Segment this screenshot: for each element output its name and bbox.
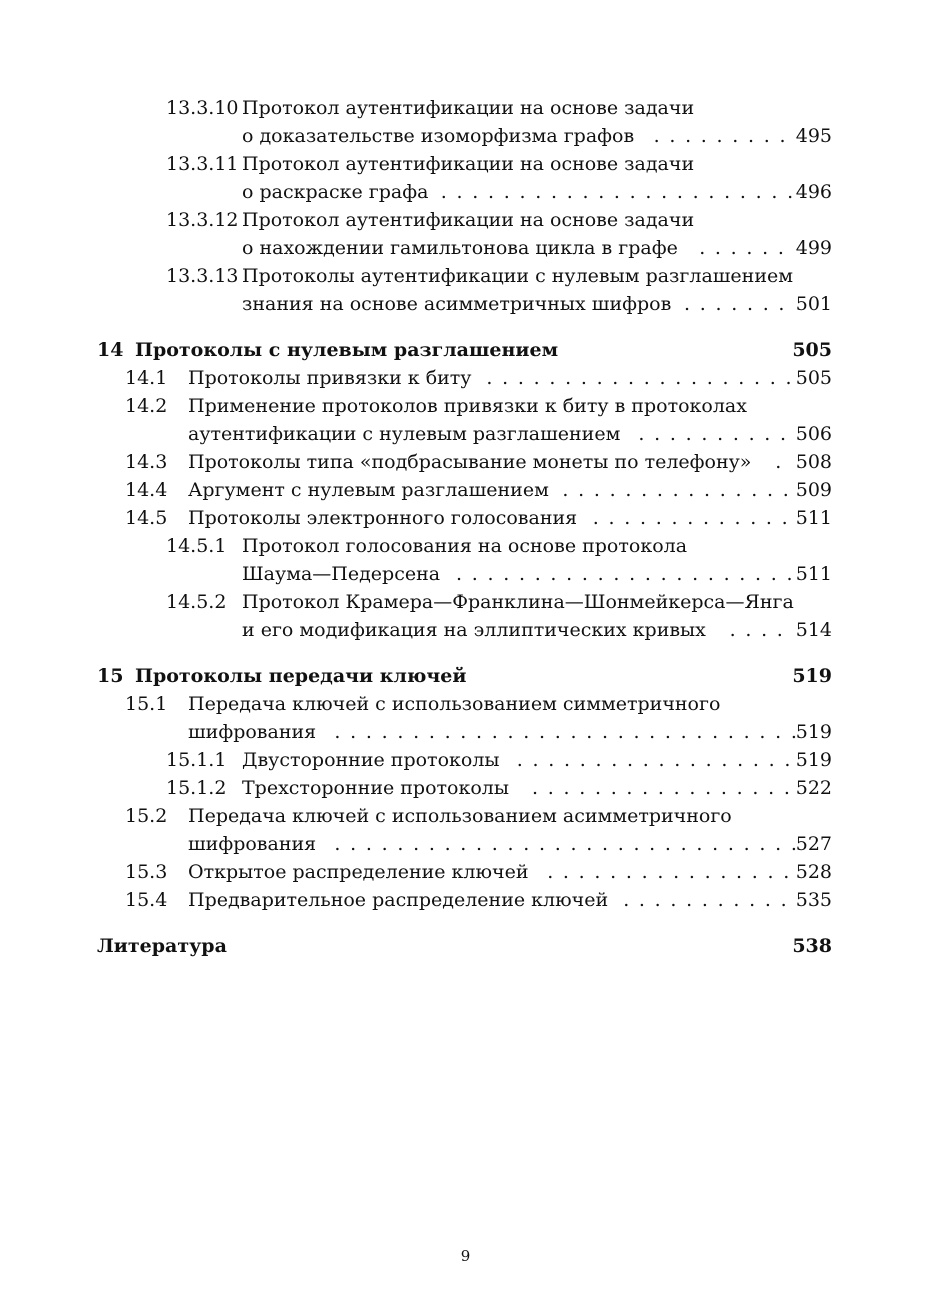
entry-number: 15.2 xyxy=(125,805,168,827)
dot-leader: ................. xyxy=(532,777,800,799)
page-ref: 505 xyxy=(792,339,832,361)
toc-entry-line xyxy=(0,588,832,616)
toc-entry-line xyxy=(0,262,832,290)
toc-entry-line xyxy=(0,448,832,476)
dot-leader: ................ xyxy=(547,861,800,883)
toc-entry-line xyxy=(0,690,832,718)
entry-title: Двусторонние протоколы xyxy=(242,749,500,771)
dot-leader: .................... xyxy=(486,367,802,389)
entry-title: о доказательстве изоморфизма графов xyxy=(242,125,635,147)
dot-leader: .................. xyxy=(516,749,801,771)
dot-leader: .............................. xyxy=(334,721,807,743)
entry-number: 13.3.11 xyxy=(166,153,239,175)
entry-number: 14.3 xyxy=(125,451,168,473)
dot-leader: .... xyxy=(729,619,793,641)
page-ref: 522 xyxy=(795,777,832,799)
entry-title: Шаума—Педерсена xyxy=(242,563,441,585)
page-ref: 501 xyxy=(795,293,832,315)
entry-number: 15.4 xyxy=(125,889,168,911)
entry-number: 14.5.1 xyxy=(166,535,227,557)
dot-leader: .............................. xyxy=(334,833,807,855)
toc-entry-line xyxy=(0,830,832,858)
entry-title: шифрования xyxy=(188,721,317,743)
dot-leader: ...................... xyxy=(456,563,803,585)
entry-title: Применение протоколов привязки к биту в протоколах xyxy=(188,395,747,417)
entry-title: Протоколы передачи ключей xyxy=(135,665,467,687)
page-number: 9 xyxy=(460,1247,471,1265)
toc-entry-line xyxy=(0,234,832,262)
toc-entry-line xyxy=(0,122,832,150)
entry-title: Протокол Крамера—Франклина—Шонмейкерса—Янга xyxy=(242,591,794,613)
entry-number: 13.3.13 xyxy=(166,265,239,287)
entry-title: Протокол аутентификации на основе задачи xyxy=(242,97,695,119)
dot-leader: ............... xyxy=(562,479,799,501)
entry-number: 14.2 xyxy=(125,395,168,417)
entry-title: Протоколы электронного голосования xyxy=(188,507,578,529)
dot-leader: ............. xyxy=(592,507,798,529)
entry-number: 15.3 xyxy=(125,861,168,883)
toc-entry-line xyxy=(0,560,832,588)
entry-number: 14.1 xyxy=(125,367,168,389)
toc-entry-line xyxy=(0,532,832,560)
toc-chapter-line xyxy=(0,336,832,364)
entry-title: и его модификация на эллиптических кривых xyxy=(242,619,706,641)
entry-title: Передача ключей с использованием симметричного xyxy=(188,693,721,715)
page-ref: 511 xyxy=(795,563,832,585)
toc-entry-line xyxy=(0,616,832,644)
page-ref: 535 xyxy=(795,889,832,911)
page-ref: 514 xyxy=(795,619,832,641)
entry-title: Протоколы аутентификации с нулевым разглашением xyxy=(242,265,794,287)
toc-chapter-line xyxy=(0,662,832,690)
entry-title: знания на основе асимметричных шифров xyxy=(242,293,672,315)
page-ref: 538 xyxy=(792,935,832,957)
entry-number: 14.5.2 xyxy=(166,591,227,613)
toc-chapter-line xyxy=(0,932,832,960)
toc-entry-line xyxy=(0,476,832,504)
page-ref: 519 xyxy=(792,665,832,687)
entry-title: Протокол аутентификации на основе задачи xyxy=(242,153,695,175)
toc-entry-line xyxy=(0,886,832,914)
page-ref: 496 xyxy=(795,181,832,203)
toc-entry-line xyxy=(0,774,832,802)
page-ref: 499 xyxy=(795,237,832,259)
page-ref: 527 xyxy=(795,833,832,855)
page-ref: 508 xyxy=(795,451,832,473)
page-ref: 528 xyxy=(795,861,832,883)
dot-leader: ....... xyxy=(684,293,795,315)
dot-leader: ....................... xyxy=(440,181,803,203)
entry-number: 14.5 xyxy=(125,507,168,529)
entry-number: 15.1 xyxy=(125,693,168,715)
toc-entry-line xyxy=(0,858,832,886)
page-ref: 505 xyxy=(795,367,832,389)
entry-number: 13.3.10 xyxy=(166,97,239,119)
entry-title: Открытое распределение ключей xyxy=(188,861,529,883)
entry-title: Протоколы с нулевым разглашением xyxy=(135,339,559,361)
entry-number: 14.4 xyxy=(125,479,168,501)
toc-entry-line xyxy=(0,504,832,532)
page-ref: 519 xyxy=(795,721,832,743)
toc-entry-line xyxy=(0,178,832,206)
dot-leader: ........... xyxy=(623,889,797,911)
entry-number: 15 xyxy=(97,665,124,687)
entry-title: Протокол голосования на основе протокола xyxy=(242,535,688,557)
entry-title: шифрования xyxy=(188,833,317,855)
toc-entry-line xyxy=(0,364,832,392)
page-ref: 506 xyxy=(795,423,832,445)
entry-title: Предварительное распределение ключей xyxy=(188,889,609,911)
entry-title: о нахождении гамильтонова цикла в графе xyxy=(242,237,678,259)
entry-title: Протокол аутентификации на основе задачи xyxy=(242,209,695,231)
entry-title: Аргумент с нулевым разглашением xyxy=(188,479,549,501)
entry-number: 15.1.2 xyxy=(166,777,227,799)
toc-entry-line xyxy=(0,802,832,830)
entry-number: 13.3.12 xyxy=(166,209,239,231)
entry-title: аутентификации с нулевым разглашением xyxy=(188,423,621,445)
page-ref: 509 xyxy=(795,479,832,501)
toc-entry-line xyxy=(0,392,832,420)
entry-title: Передача ключей с использованием асимметричного xyxy=(188,805,732,827)
entry-number: 14 xyxy=(97,339,124,361)
toc-entry-line xyxy=(0,206,832,234)
toc-entry-line xyxy=(0,718,832,746)
toc-entry-line xyxy=(0,290,832,318)
page-ref: 495 xyxy=(795,125,832,147)
entry-title: Протоколы привязки к биту xyxy=(188,367,472,389)
page-ref: 519 xyxy=(795,749,832,771)
toc-entry-line xyxy=(0,150,832,178)
entry-title: Протоколы типа «подбрасывание монеты по телефону» xyxy=(188,451,752,473)
dot-leader: ...... xyxy=(699,237,794,259)
toc-entry-line xyxy=(0,94,832,122)
toc-entry-line xyxy=(0,746,832,774)
dot-leader: .......... xyxy=(638,423,796,445)
entry-title: Литература xyxy=(97,935,227,957)
toc-entry-line xyxy=(0,420,832,448)
entry-number: 15.1.1 xyxy=(166,749,227,771)
entry-title: о раскраске графа xyxy=(242,181,429,203)
dot-leader: . xyxy=(775,451,791,473)
entry-title: Трехсторонние протоколы xyxy=(242,777,509,799)
dot-leader: ......... xyxy=(653,125,796,147)
page-ref: 511 xyxy=(795,507,832,529)
